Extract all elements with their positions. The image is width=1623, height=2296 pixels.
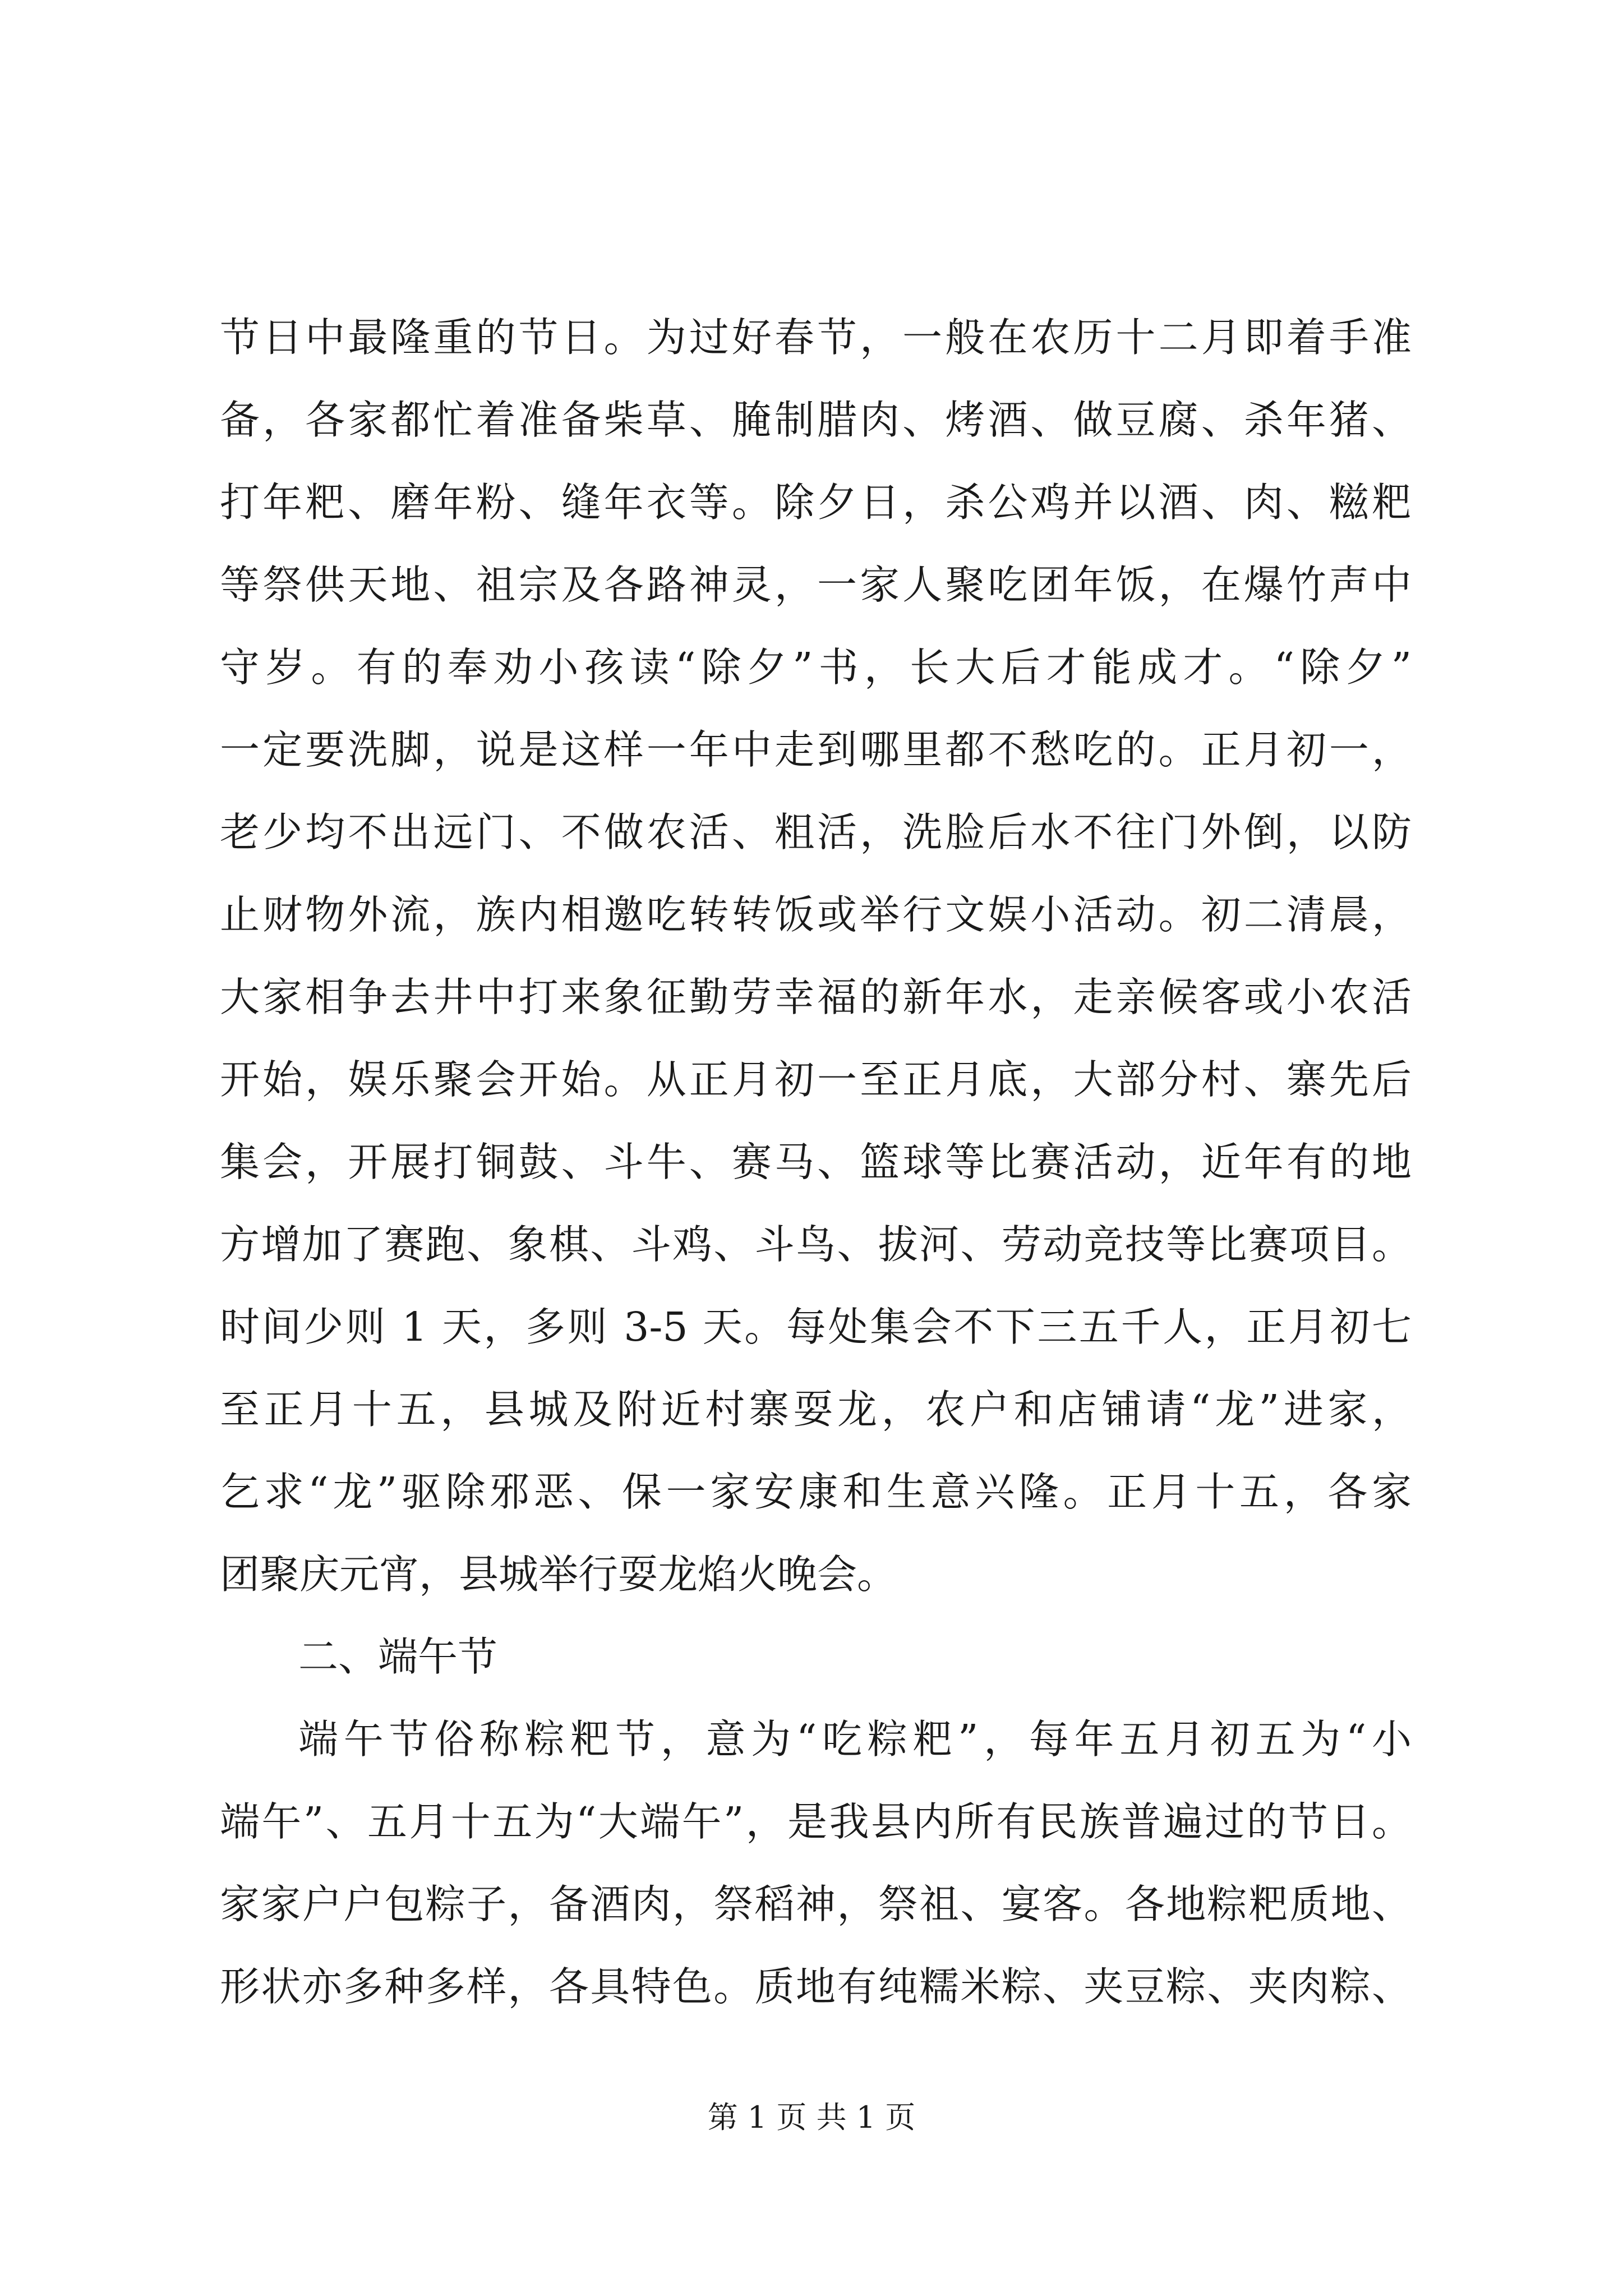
text-line: 端午”、五月十五为“大端午”，是我县内所有民族普遍过的节日。: [220, 1798, 1412, 1845]
text-line: 形状亦多种多样，各具特色。质地有纯糯米粽、夹豆粽、夹肉粽、: [220, 1963, 1412, 2010]
text-line: 开始，娱乐聚会开始。从正月初一至正月底，大部分村、寨先后: [220, 1056, 1412, 1103]
document-body: [220, 296, 1412, 2028]
page-footer: 第 1 页 共 1 页: [707, 2100, 916, 2135]
text-line: 打年粑、磨年粉、缝年衣等。除夕日，杀公鸡并以酒、肉、糍粑: [220, 479, 1412, 526]
section-heading: 二、端午节: [298, 1634, 498, 1680]
text-line: 等祭供天地、祖宗及各路神灵，一家人聚吃团年饭，在爆竹声中: [220, 562, 1412, 608]
text-line: 乞求“龙”驱除邪恶、保一家安康和生意兴隆。正月十五，各家: [220, 1469, 1412, 1515]
text-line: 一定要洗脚，说是这样一年中走到哪里都不愁吃的。正月初一，: [220, 726, 1412, 773]
text-line: 节日中最隆重的节日。为过好春节，一般在农历十二月即着手准: [220, 314, 1412, 361]
text-line: 大家相争去井中打来象征勤劳幸福的新年水，走亲候客或小农活: [220, 974, 1412, 1020]
text-line: 老少均不出远门、不做农活、粗活，洗脸后水不往门外倒，以防: [220, 809, 1412, 855]
text-line: 时间少则 1 天，多则 3-5 天。每处集会不下三五千人，正月初七: [220, 1304, 1412, 1350]
text-line: 方增加了赛跑、象棋、斗鸡、斗鸟、拔河、劳动竞技等比赛项目。: [220, 1221, 1412, 1268]
text-line: 守岁。有的奉劝小孩读“除夕”书，长大后才能成才。“除夕”: [220, 644, 1412, 691]
text-line: 端午节俗称粽粑节，意为“吃粽粑”，每年五月初五为“小: [298, 1716, 1412, 1763]
text-line: 止财物外流，族内相邀吃转转饭或举行文娱小活动。初二清晨，: [220, 891, 1412, 938]
text-line: 家家户户包粽子，备酒肉，祭稻神，祭祖、宴客。各地粽粑质地、: [220, 1881, 1412, 1927]
text-line: 团聚庆元宵，县城举行耍龙焰火晚会。: [220, 1551, 897, 1598]
text-line: 集会，开展打铜鼓、斗牛、赛马、篮球等比赛活动，近年有的地: [220, 1139, 1412, 1185]
text-line: 至正月十五，县城及附近村寨耍龙，农户和店铺请“龙”进家，: [220, 1386, 1412, 1433]
text-line: 备，各家都忙着准备柴草、腌制腊肉、烤酒、做豆腐、杀年猪、: [220, 397, 1412, 443]
